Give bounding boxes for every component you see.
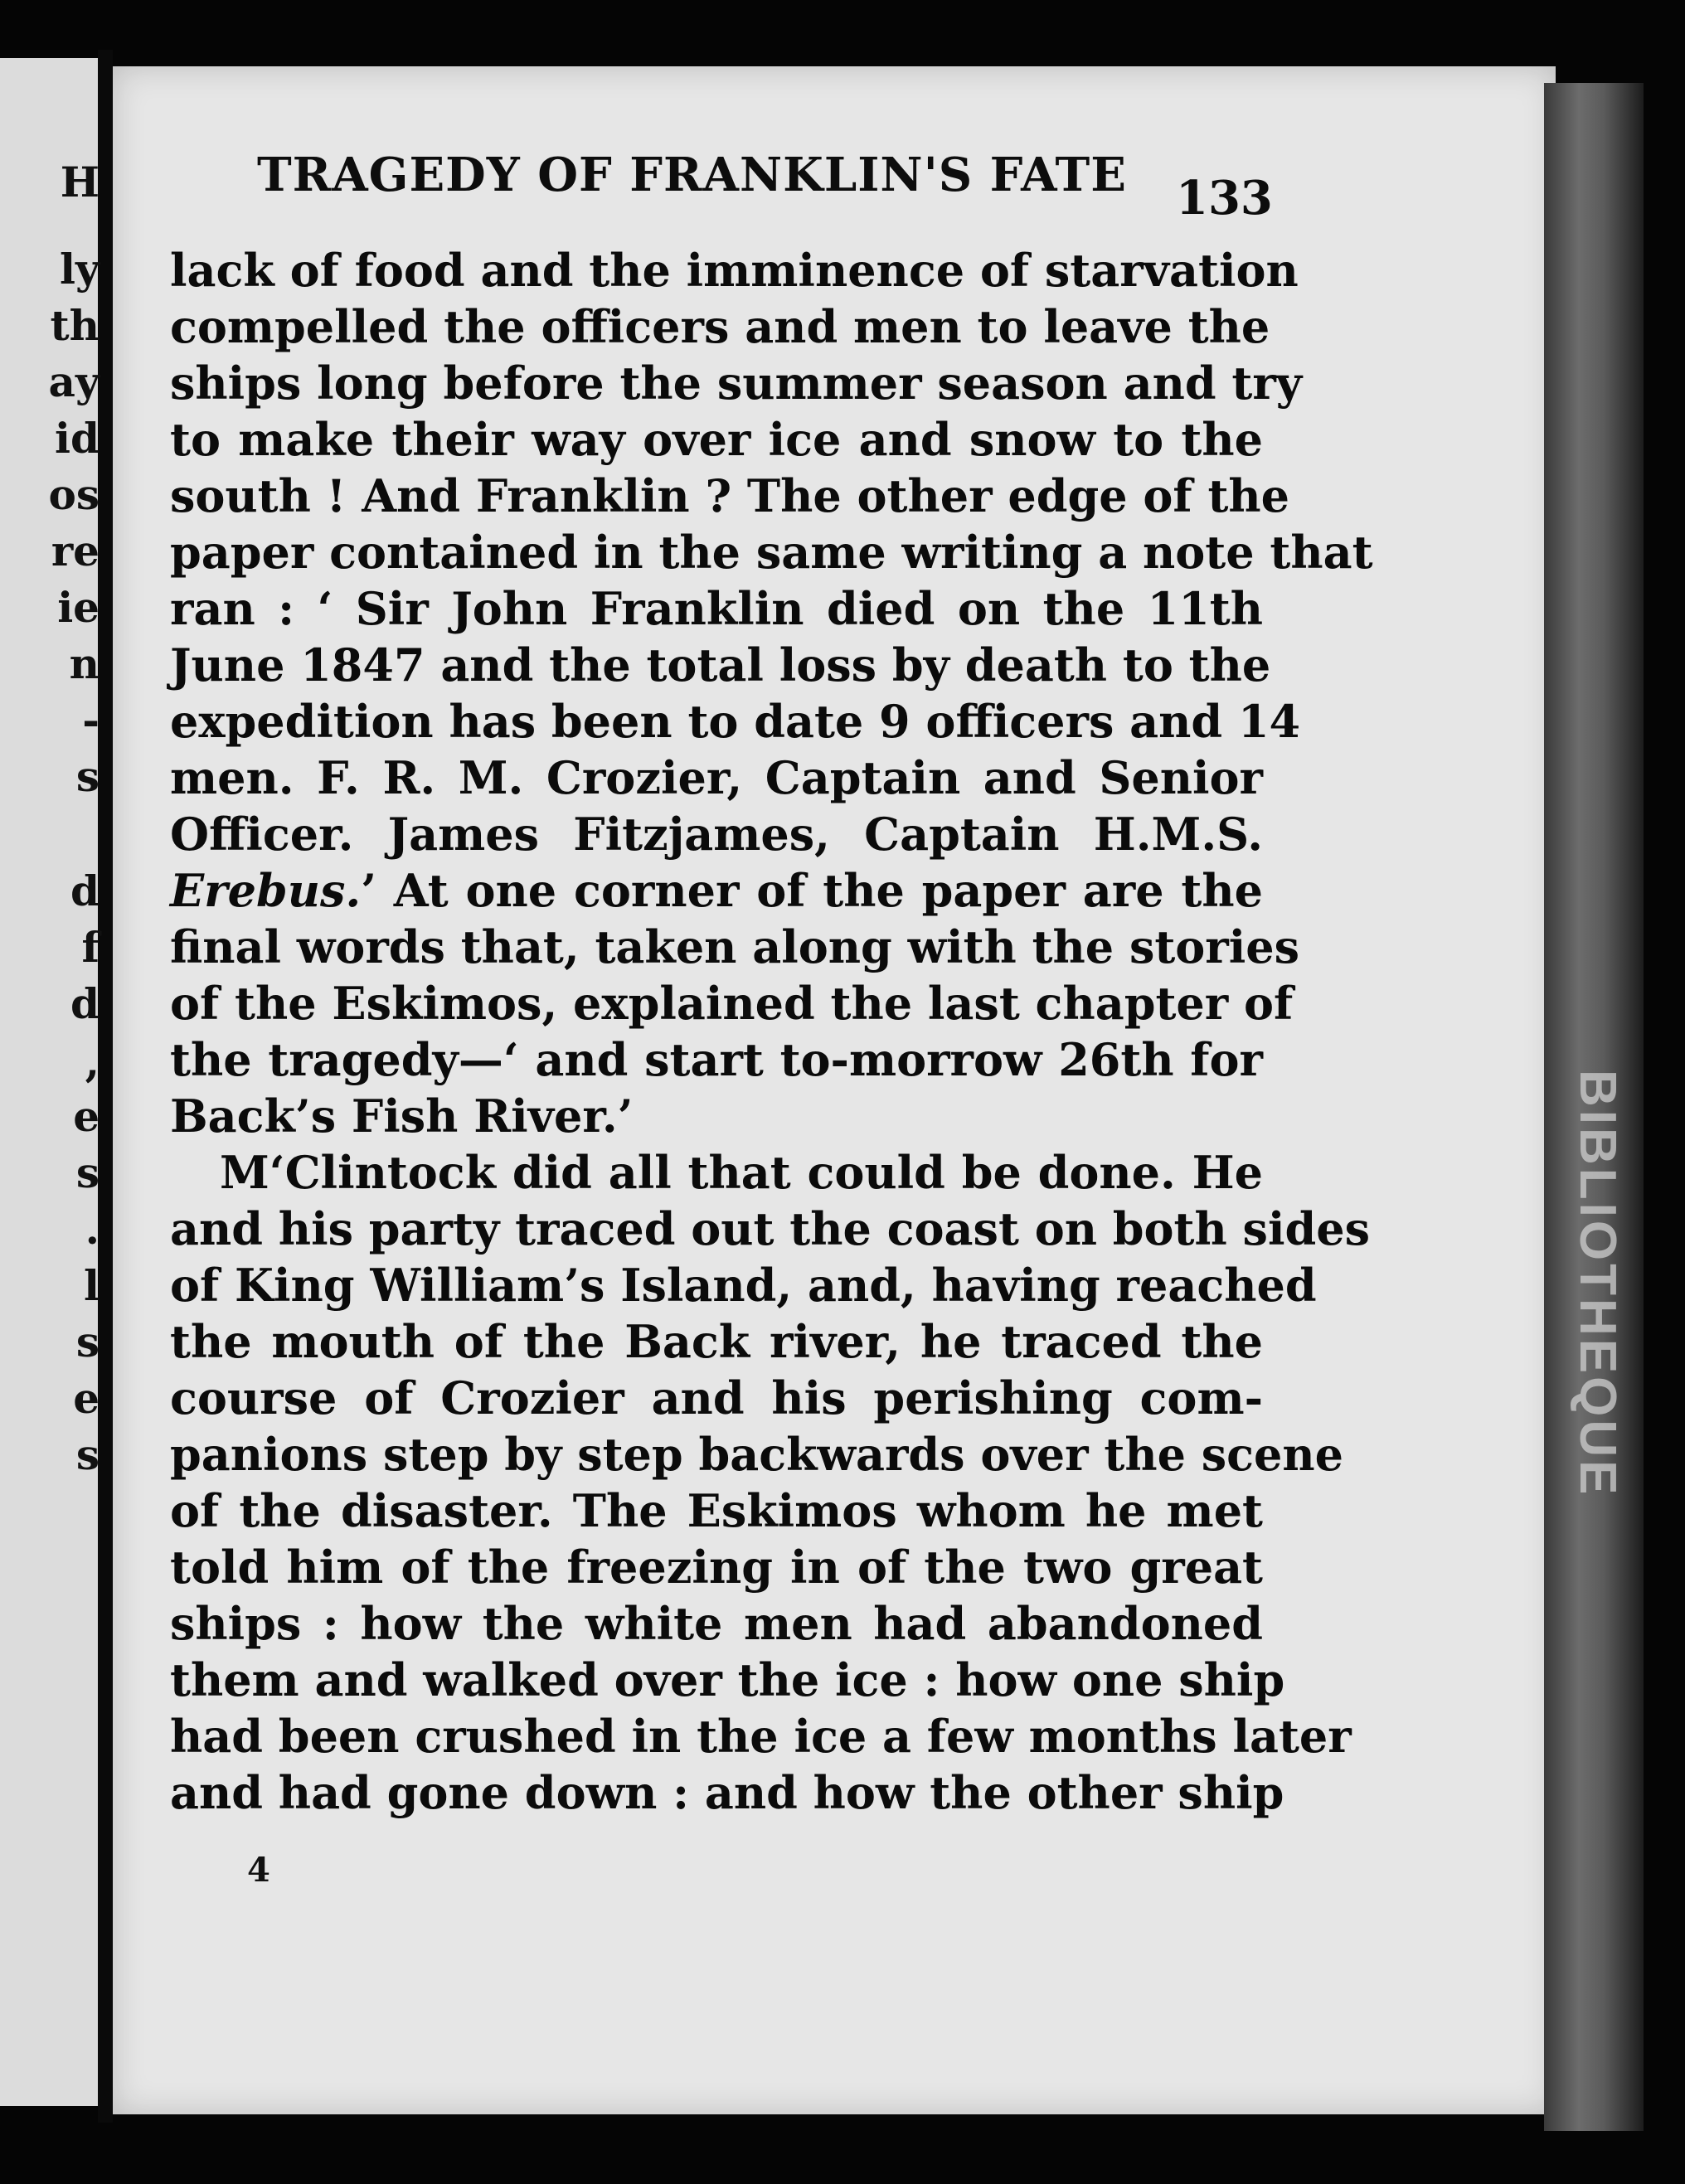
facing-page-fragment: re — [51, 527, 100, 575]
facing-page-fragment: d — [70, 866, 100, 915]
text-line: the mouth of the Back river, he traced the — [170, 1315, 1263, 1368]
text-line: told him of the freezing in of the two great — [170, 1541, 1263, 1594]
facing-page-fragment: l — [84, 1261, 100, 1310]
facing-page-fragment: e — [73, 1374, 100, 1423]
facing-page-fragment: ie — [57, 583, 100, 632]
facing-page-fragment: ay — [48, 357, 100, 406]
body-text — [170, 242, 1373, 1821]
text-line: the tragedy—‘ and start to-morrow 26th for — [170, 1033, 1263, 1086]
text-line: lack of food and the imminence of starvation — [170, 244, 1299, 297]
library-stamp: BIBLIOTHEQUE — [1569, 1070, 1626, 1498]
text-line: June 1847 and the total loss by death to the — [170, 638, 1271, 692]
facing-page-fragment: . — [85, 1205, 100, 1254]
facing-page-fragment: - — [82, 696, 100, 745]
facing-page-fragment: n — [69, 639, 100, 688]
text-line: paper contained in the same writing a note that — [170, 526, 1373, 579]
facing-page-fragment: id — [55, 414, 100, 463]
text-line: of the Eskimos, explained the last chapter of — [170, 977, 1294, 1030]
text-line: of the disaster. The Eskimos whom he met — [170, 1484, 1263, 1537]
facing-page-fragment: f — [81, 923, 100, 972]
text-line: them and walked over the ice : how one ship — [170, 1653, 1285, 1706]
text-line: had been crushed in the ice a few months later — [170, 1710, 1352, 1763]
text-line: Back’s Fish River.’ — [170, 1090, 634, 1143]
text-line: ships : how the white men had abandoned — [170, 1597, 1263, 1650]
text-line-erebus — [170, 862, 1263, 919]
text-line: final words that, taken along with the stories — [170, 920, 1300, 973]
text-line: to make their way over ice and snow to the — [170, 413, 1263, 466]
text-line: course of Crozier and his perishing com- — [170, 1371, 1263, 1424]
signature-mark: 4 — [247, 1851, 270, 1890]
text-line: Officer. James Fitzjames, Captain H.M.S. — [170, 808, 1263, 861]
facing-page-fragment: e — [73, 1092, 100, 1141]
text-line: ran : ‘ Sir John Franklin died on the 11th — [170, 582, 1263, 635]
text-line: and his party traced out the coast on both sides — [170, 1202, 1370, 1255]
facing-page-fragment: s — [75, 1148, 100, 1197]
text-line-rest: ’ At one corner of the paper are the — [361, 864, 1263, 917]
text-line: and had gone down : and how the other ship — [170, 1766, 1284, 1819]
text-line: men. F. R. M. Crozier, Captain and Senior — [170, 751, 1263, 804]
page-number: 133 — [1176, 171, 1273, 226]
facing-page-fragment: os — [48, 470, 100, 519]
facing-page-fragment: , — [85, 1037, 100, 1086]
text-line: south ! And Franklin ? The other edge of the — [170, 469, 1289, 522]
facing-page-fragment: H — [60, 158, 100, 206]
running-head: TRAGEDY OF FRANKLIN'S FATE — [257, 148, 1127, 202]
text-line: expedition has been to date 9 officers and 14 — [170, 695, 1301, 748]
facing-page-fragment: s — [75, 1318, 100, 1366]
facing-page-fragment: d — [70, 979, 100, 1028]
text-line: of King William’s Island, and, having reached — [170, 1259, 1317, 1312]
page-gutter — [98, 50, 113, 2123]
ship-name: Erebus. — [170, 864, 362, 917]
text-line: compelled the officers and men to leave the — [170, 300, 1270, 353]
facing-page-fragment: th — [50, 301, 100, 350]
facing-page-fragment: s — [75, 1430, 100, 1479]
text-line: M‘Clintock did all that could be done. He — [220, 1146, 1263, 1199]
facing-page-fragment: s — [75, 752, 100, 801]
text-line: ships long before the summer season and try — [170, 357, 1303, 410]
facing-page-fragment: ly — [59, 245, 100, 294]
text-line: panions step by step backwards over the scene — [170, 1428, 1343, 1481]
